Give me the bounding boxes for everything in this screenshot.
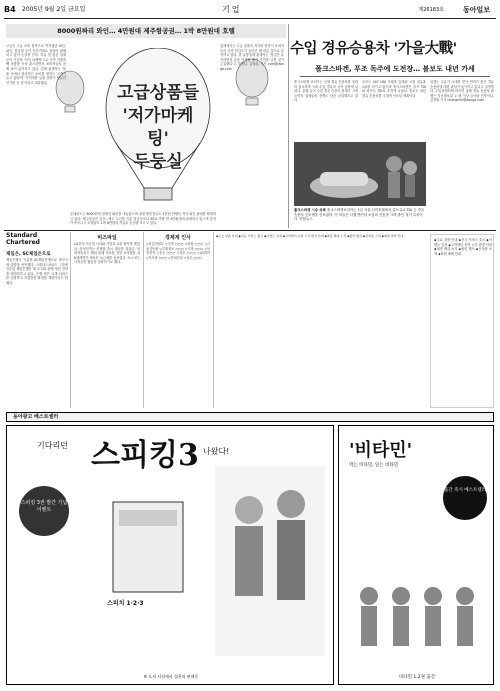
ad1-badge: 스피킹 3권 발간 기념 이벤트 xyxy=(19,486,69,536)
balloon-line-3: 두둥실 xyxy=(133,152,183,172)
ad1-book-illustration xyxy=(103,482,193,602)
balloon-caption xyxy=(113,82,203,174)
peoplebox-title: 경제계 인사 xyxy=(165,235,191,241)
issue-number: 제26183호 xyxy=(418,7,444,13)
ad1-tag: 기다리던 xyxy=(37,441,68,450)
sc-box-title: 제일은, SC제일은으로 xyxy=(6,252,51,257)
peoplebox-body: ◇산업자원부 ▽국장 ○○○ ▽과장 ○○○ ◇금융감독원 ▽부원장보 ○○○ ▽국장 ○○○ ◇삼성전자 ▽전무 ○○○ ▽상무 ○○○ ◇LG화학 ▽부사장 ○○○ ◇현대건설 ▽상무 ○○○ xyxy=(146,242,210,260)
col-divider-3 xyxy=(213,232,214,408)
story-divider xyxy=(288,24,289,228)
story2-body-col2: 푸조는 407 HDi 모델을 앞세워 시장 점유율 1위를 지키고 있으며 폴크스바겐은 골프 TDI와 파사트 TDI로 추격에 나섰다. 볼보도 내년 경유 승용차를 국내에 선보일 계획이다. xyxy=(362,80,426,98)
car-photo xyxy=(294,142,426,206)
ad1-children-photo xyxy=(215,466,325,656)
masthead-bar xyxy=(4,4,496,16)
ad-speaking xyxy=(6,425,334,685)
col-divider-2 xyxy=(143,232,144,408)
listing-body: ◆주요 상품 안내 ◆신규 서비스 출시 ◆이벤트 일정 ◆고객센터 운영 시간 변경 안내 ◆매장 확대 소식 ◆할인 행사 ◆신상품 소개 ◆회원 혜택 안내 xyxy=(216,234,404,238)
ad1-book-title: 스피치 1·2·3 xyxy=(107,600,144,607)
listing-side-text: ◆주요 상품 안내 ◆신규 서비스 출시 ◆이벤트 일정 ◆고객센터 운영 시간 변경 안내 ◆매장 확대 소식 ◆할인 행사 ◆신상품 소개 ◆회원 혜택 안내 xyxy=(434,238,492,256)
ad2-sub: 먹는 비타민, 읽는 비타민 xyxy=(349,463,399,468)
ad-strip: 동아광고 베스트셀러 xyxy=(6,412,494,422)
top-rule xyxy=(4,18,496,19)
issue-date: 2005년 9월 2일 금요일 xyxy=(22,6,86,13)
story1-headline: 8000원짜리 와인… 4만원대 제주항공권… 1박 8만원대 호텔 xyxy=(6,24,286,38)
sc-box-body: 제일은행이 이름을 SC제일은행으로 바꾸고 새 출발을 선언했다. 스탠다드차타드 그룹에 인수된 제일은행은 새 로고와 함께 영업 전략을 재정비하고 있다. 은행 측은 고객 서비스를 강화하고 지점망을 확대할 계획이라고 밝혔다. xyxy=(6,258,68,285)
caption-title: 폴크스바겐 시승 상륙 xyxy=(294,208,326,212)
sc-logo-line2: Chartered xyxy=(6,239,40,246)
sc-logo-line1: Standard xyxy=(6,232,38,239)
story2-subhead-rule xyxy=(300,76,490,77)
ad1-tail: 나왔다! xyxy=(203,447,230,456)
story2-subhead: 폴크스바겐, 푸조 독주에 도전장… 볼보도 내년 가세 xyxy=(315,65,475,73)
balloon-line-1: 고급상품들 xyxy=(116,83,200,103)
listing-side-box xyxy=(430,234,494,408)
bizbox-title: 비즈파일 xyxy=(97,235,117,241)
col-divider-1 xyxy=(70,232,71,408)
ad2-footer: 비타민 1,2권 출간 xyxy=(398,675,436,680)
story1-body-col3: 업계에서는 고급 상품의 저가화 현상이 소비자들의 가격 민감도가 높아진 데 따른 것으로 분석하고 있다. 한 유통업체 관계자는 '품질은 유지하면서 유통 단계를 줄여 가격을 낮춘 것이 주효했다'고 말했다. 김상훈 기자 core@donga.com xyxy=(220,44,284,71)
car-photo-art xyxy=(294,142,426,206)
ad1-footer: ※ 도서 서점에서 절찬리 판매중 xyxy=(143,674,199,679)
ad2-badge: 출간 즉시 베스트셀러 xyxy=(443,476,487,520)
sc-logo xyxy=(6,232,40,246)
bizbox-body: LG전자 이공대 사과와 기업과 교류 협약을 맺었다. 삼성전자는 신제품 출시 행사를 열었다. 현대자동차는 해외 판매 목표를 상향 조정했다. SK텔레콤은 새로운 요금제를 선보였다. 포스코는 사회공헌 활동을 강화하기로 했다. xyxy=(74,242,140,265)
story1-body-col2: 롯데마트는 8000원대 칠레산 와인을 내놓았으며 대형 할인점들도 1만원 안팎의 저가 와인 판매를 확대하고 있다. 제주항공은 김포∼제주 노선을 기존 항공사보다 30% 가량 싼 4만원대에 판매하고 있으며 중저가 비즈니스 호텔들도 1박 8만원대 객실로 손님을 모으고 있다. xyxy=(70,212,216,226)
page-number: B4 xyxy=(4,5,16,14)
ad-vitamin xyxy=(338,425,494,685)
story1-body-col1: 고급인 고급 소비 품목으로 여겨졌던 와인, 와인, 항공권 등이 저가격대로 잇따라 판매되고 있어 눈길을 끈다. 저유 및 항공 업체들이 이른바 '저가 마케팅'으로 가격 거품을 뺀 상품을 속속 출시하면서 소비자들의 선택 폭이 넓어지고 있다. 업계 관계자는 '불황 속에서 합리적인 소비를 원하는 고객이 늘고 있다'며 '가격대를 낮춘 상품이 당분간 인기를 끌 것'이라고 내다봤다. xyxy=(6,44,66,85)
story2-body-col3: 업계는 고유가 시대를 맞아 연비가 좋은 경유 승용차에 대한 관심이 높아지고 있다고 설명했다. 수입차협회에 따르면 올해 경유 승용차 판매는 지난해보다 두 배 이상 늘어날 전망이다. 김창원 기자 changkim@donga.com xyxy=(430,80,494,103)
ad2-figures xyxy=(349,576,485,656)
caption-text: 폴크스바겐코리아는 1일 서울 신라호텔에서 골프 2.0 TDI 등 경유 승용차 신모델을 선보였다. 이 차들은 디젤 엔진의 소음과 진동을 크게 줄인 것이 특징이다. 연합뉴스 xyxy=(294,208,425,222)
balloon-line-2: '저가마케팅' xyxy=(122,106,194,149)
ad1-title: 스피킹3 xyxy=(91,438,199,473)
paper-name: 동아일보 xyxy=(462,6,490,14)
story2-body-col1: 폴크스바겐 코리아는 신형 경유 승용차를 잇따라 출시하며 국내 수입 경유차 시장 공략에 나섰다. 올해 들어 수입 경유 승용차 판매가 크게 늘면서 업체들의 경쟁도 한층 치열해지고 있다. xyxy=(294,80,358,103)
section-label: 기업 xyxy=(222,5,242,14)
car-photo-caption xyxy=(294,208,426,228)
story2-headline: 수입 경유승용차 '가을大戰' xyxy=(290,41,457,57)
ad2-title: '비타민' xyxy=(349,440,413,461)
mid-rule xyxy=(4,230,496,231)
